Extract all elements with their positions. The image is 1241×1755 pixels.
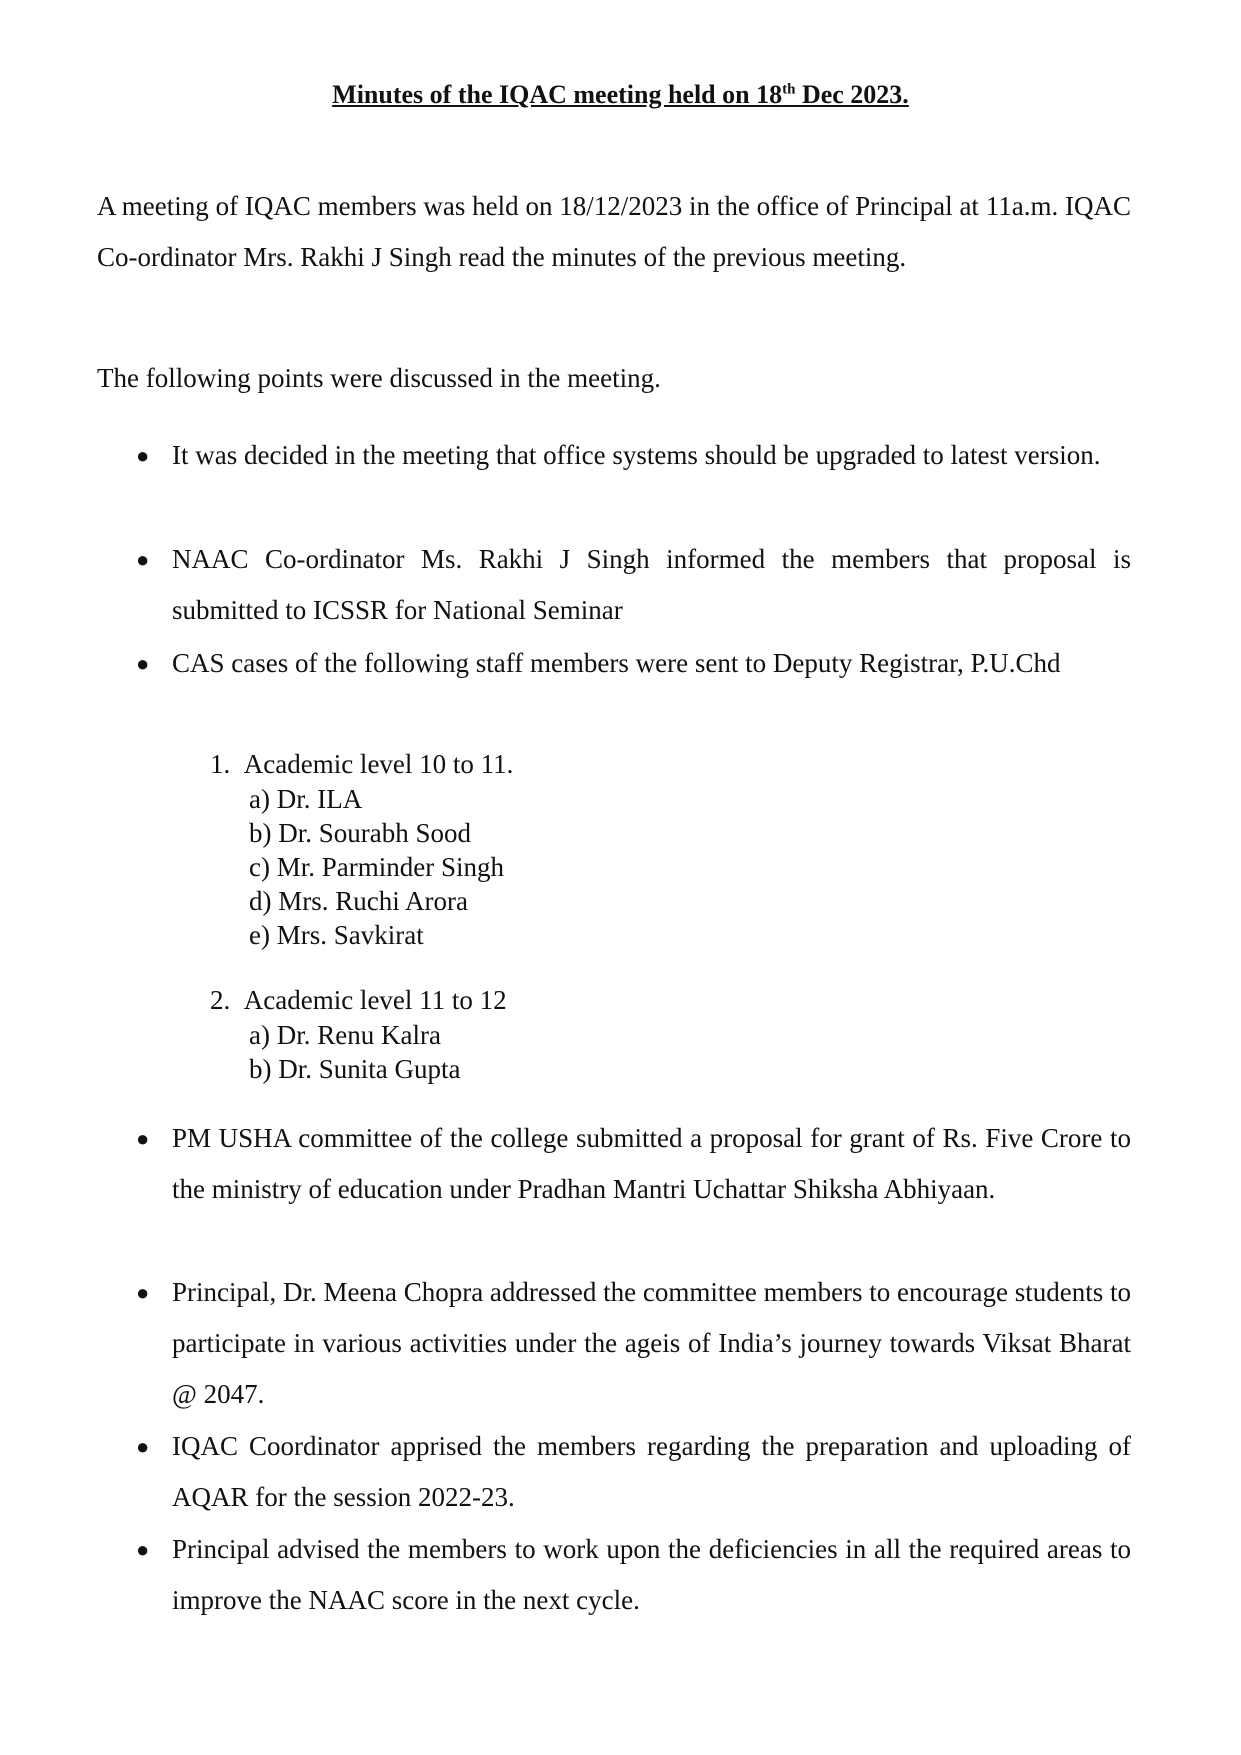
cas-level-2: 2. Academic level 11 to 12: [210, 985, 507, 1015]
bullet-icon: ●: [136, 1280, 150, 1305]
bullet-icon: ●: [136, 1126, 150, 1151]
staff-name: b) Dr. Sourabh Sood: [249, 818, 471, 848]
bullet-icon: ●: [136, 1537, 150, 1562]
bullet-icon: ●: [136, 547, 150, 572]
list-item: ● It was decided in the meeting that office systems should be upgraded to latest version.: [172, 430, 1131, 481]
cas-level-1: 1. Academic level 10 to 11.: [210, 749, 514, 779]
discussion-intro: The following points were discussed in the meeting.: [97, 363, 661, 393]
intro-paragraph: A meeting of IQAC members was held on 18/12/2023 in the office of Principal at 11a.m. IQAC Co-ordinator Mrs. Rakhi J Singh read the minutes of the previous meeting.: [97, 191, 1131, 272]
list-item: ● Principal, Dr. Meena Chopra addressed the committee members to encourage students to participate in various activities under the ageis of India’s journey towards Viksat Bharat @ 2047.: [172, 1267, 1131, 1420]
bullet-icon: ●: [136, 443, 150, 468]
page-title: [0, 80, 1241, 110]
list-item: ● IQAC Coordinator apprised the members regarding the preparation and uploading of AQAR for the session 2022-23.: [172, 1421, 1131, 1523]
staff-name: e) Mrs. Savkirat: [249, 920, 424, 950]
staff-name: a) Dr. Renu Kalra: [249, 1020, 441, 1050]
list-item: ● PM USHA committee of the college submitted a proposal for grant of Rs. Five Crore to the ministry of education under Pradhan Mantri Uchattar Shiksha Abhiyaan.: [172, 1113, 1131, 1215]
list-item: ● NAAC Co-ordinator Ms. Rakhi J Singh informed the members that proposal is submitted to ICSSR for National Seminar: [172, 534, 1131, 636]
staff-name: b) Dr. Sunita Gupta: [249, 1054, 461, 1084]
list-item: ● Principal advised the members to work upon the deficiencies in all the required areas to improve the NAAC score in the next cycle.: [172, 1524, 1131, 1626]
staff-name: c) Mr. Parminder Singh: [249, 852, 504, 882]
bullet-icon: ●: [136, 1434, 150, 1459]
title-text: Minutes of the IQAC meeting held on 18: [332, 80, 783, 109]
title-suffix: Dec 2023.: [795, 80, 909, 109]
staff-name: a) Dr. ILA: [249, 784, 363, 814]
title-superscript: th: [782, 81, 796, 98]
bullet-icon: ●: [136, 651, 150, 676]
staff-name: d) Mrs. Ruchi Arora: [249, 886, 468, 916]
list-item: ● CAS cases of the following staff members were sent to Deputy Registrar, P.U.Chd: [172, 638, 1131, 689]
